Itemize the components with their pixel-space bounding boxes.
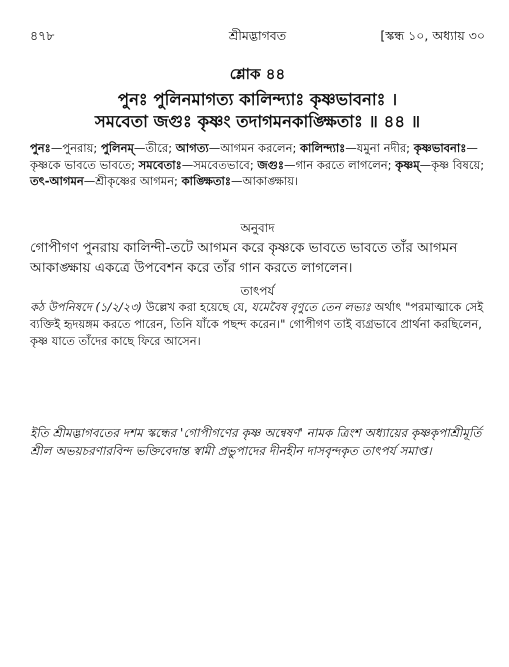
verse-line-2: সমবেতা জগুঃ কৃষ্ণং তদাগমনকাঙ্ক্ষিতাঃ ॥ ৪৪ ॥ [94, 112, 421, 131]
synonym-meaning: —যমুনা নদীর; [345, 141, 414, 155]
book-title: শ্রীমদ্ভাগবত [228, 28, 287, 43]
purport-text-part: উল্লেখ করা হয়েছে যে, [142, 300, 252, 314]
synonym-meaning: —আকাঙ্ক্ষায়। [231, 174, 299, 188]
purport-quote: যমেবৈষ বৃণুতে তেন লভ্যঃ [251, 300, 371, 314]
page-header [30, 28, 485, 48]
synonym-meaning: —কৃষ্ণ বিষয়ে; [419, 157, 485, 172]
synonym-meaning: —আগমন করলেন; [208, 141, 301, 155]
canto-chapter-label: [স্কন্ধ ১০, অধ্যায় ৩০ [380, 28, 485, 43]
closing-text-part: নামক ত্রিংশ অধ্যায়ের কৃষ্ণকৃপাশ্রীমূর্তি শ্রীল অভয়চরণারবিন্দ ভক্তিবেদান্ত স্বামী প্রভুপাদের দীনহীন দাসবৃন্দকৃত তাৎপর্য সমাপ্ত। [30, 426, 482, 458]
synonym-term: কালিন্দ্যাঃ [300, 141, 346, 155]
synonym-term: পুনঃ [30, 141, 51, 155]
page-number: ৪৭৮ [30, 28, 55, 43]
synonym-term: তৎ-আগমন [30, 174, 84, 188]
chapter-closing-note [30, 425, 485, 460]
closing-text-part: ইতি শ্রীমদ্ভাগবতের দশম স্কন্ধের [30, 426, 181, 440]
synonym-term: জগুঃ [257, 157, 284, 172]
purport-heading: তাৎপর্য [240, 284, 275, 298]
synonyms [30, 140, 485, 190]
synonym-term: আগত্য [175, 141, 209, 155]
purport-reference: কঠ উপনিষদে (১/২/২৩) [30, 300, 143, 314]
translation-heading: অনুবাদ [240, 221, 275, 235]
synonym-term: কৃষ্ণভাবনাঃ [413, 141, 467, 155]
purport-text [30, 299, 485, 350]
synonym-term: পুলিনম্ [100, 141, 134, 155]
synonym-meaning: —পুনরায়; [50, 141, 101, 155]
synonym-term: সমবেতাঃ [138, 157, 182, 172]
closing-chapter-name: 'গোপীগণের কৃষ্ণ অন্বেষণ' [180, 426, 303, 440]
synonym-meaning: —কৃষ্ণকে ভাবতে ভাবতে; [30, 141, 478, 172]
synonym-term: কৃষ্ণম্ [395, 157, 420, 172]
synonym-meaning: —তীরে; [133, 141, 176, 155]
verse-line-1: পুনঃ পুলিনমাগত্য কালিন্দ্যাঃ কৃষ্ণভাবনাঃ । [117, 90, 398, 109]
translation-text: গোপীগণ পুনরায় কালিন্দী-তটে আগমন করে কৃষ্ণকে ভাবতে ভাবতে তাঁর আগমন আকাঙ্ক্ষায় একত্রে উপবেশন করে তাঁর গান করতে লাগলেন। [30, 240, 458, 276]
synonym-meaning: —গান করতে লাগলেন; [283, 157, 396, 172]
verse-number: শ্লোক ৪৪ [229, 65, 286, 83]
synonym-meaning: —শ্রীকৃষ্ণের আগমন; [83, 174, 182, 188]
purport-text-part: অর্থাৎ "পরমাত্মাকে সেই ব্যক্তিই হৃদয়ঙ্গম করতে পারেন, তিনি যাঁকে পছন্দ করেন।" গোপীগণ তাই ব্যগ্রভাবে প্রার্থনা করছিলেন, কৃষ্ণ যাতে তাঁদের কাছে ফিরে আসেন। [30, 300, 484, 348]
synonym-term: কাঙ্ক্ষিতাঃ [181, 174, 231, 188]
synonym-meaning: —সমবেতভাবে; [181, 157, 258, 172]
